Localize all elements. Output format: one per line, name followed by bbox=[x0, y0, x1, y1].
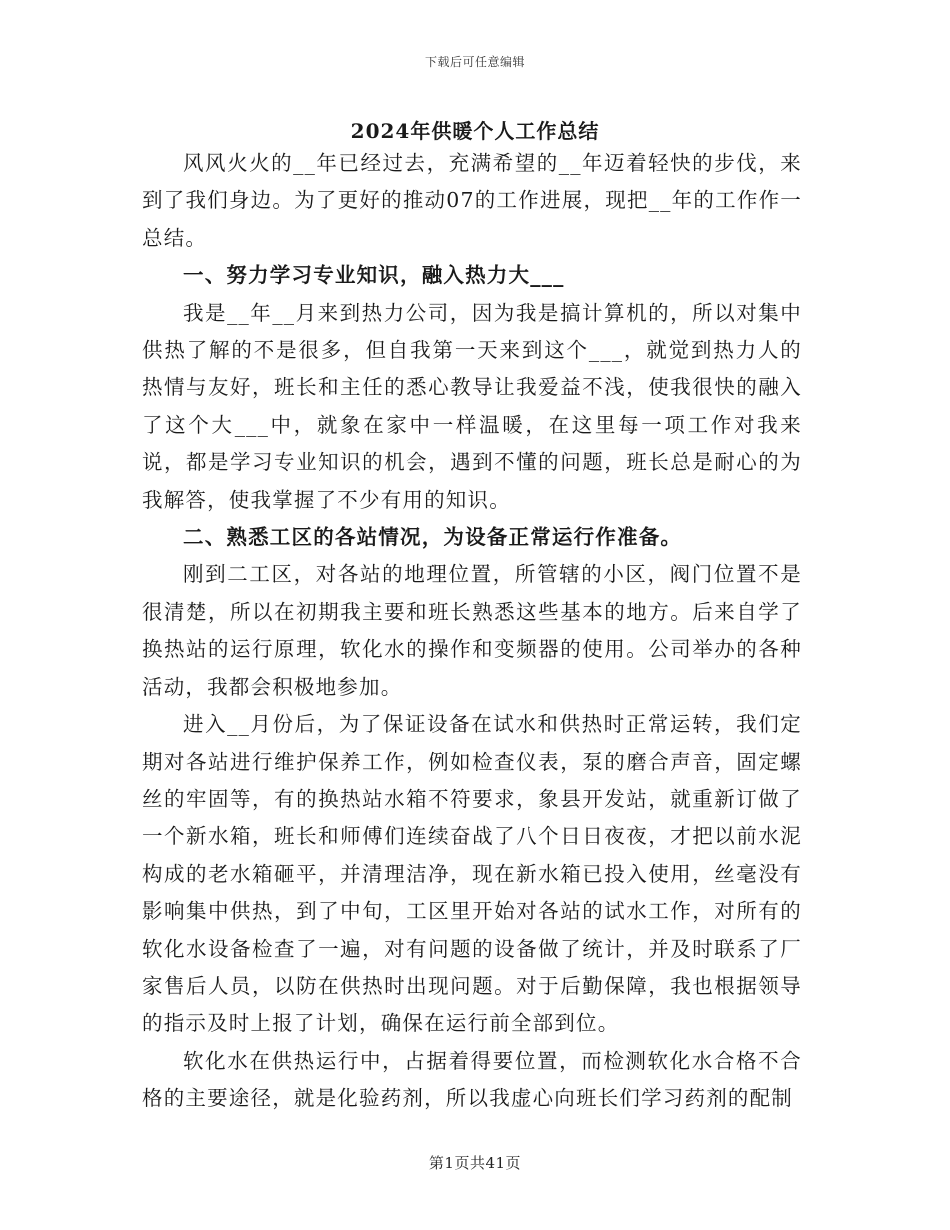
document-body bbox=[142, 145, 802, 1118]
section-heading-1: 一、努力学习专业知识，融入热力大___ bbox=[183, 263, 565, 288]
header-note: 下载后可任意编辑 bbox=[424, 55, 525, 69]
body-paragraph: 我是__年__月来到热力公司，因为我是搞计算机的，所以对集中供热了解的不是很多，但自我第一天来到这个___，就觉到热力人的热情与友好，班长和主任的悉心教导让我爱益不浅，使我很快的融入了这个大___中，就象在家中一样温暖，在这里每一项工作对我来说，都是学习专业知识的机会，遇到不懂的问题，班长总是耐心的为我解答，使我掌握了不少有用的知识。 bbox=[142, 300, 802, 512]
body-paragraph: 刚到二工区，对各站的地理位置，所管辖的小区，阀门位置不是很清楚，所以在初期我主要和班长熟悉这些基本的地方。后来自学了换热站的运行原理，软化水的操作和变频器的使用。公司举办的各种活动，我都会积极地参加。 bbox=[142, 562, 802, 699]
section-heading-2: 二、熟悉工区的各站情况，为设备正常运行作准备。 bbox=[183, 525, 683, 550]
body-paragraph: 进入__月份后，为了保证设备在试水和供热时正常运转，我们定期对各站进行维护保养工作，例如检查仪表，泵的磨合声音，固定螺丝的牢固等，有的换热站水箱不符要求，象县开发站，就重新订做了一个新水箱，班长和师傅们连续奋战了八个日日夜夜，才把以前水泥构成的老水箱砸平，并清理洁净，现在新水箱已投入使用，丝毫没有影响集中供热，到了中旬，工区里开始对各站的试水工作，对所有的软化水设备检查了一遍，对有问题的设备做了统计，并及时联系了厂家售后人员，以防在供热时出现问题。对于后勤保障，我也根据领导的指示及时上报了计划，确保在运行前全部到位。 bbox=[142, 712, 802, 1036]
document-title: 2024年供暖个人工作总结 bbox=[350, 119, 600, 143]
body-paragraph: 软化水在供热运行中，占据着得要位置，而检测软化水合格不合格的主要途径，就是化验药剂，所以我虚心向班长们学习药剂的配制 bbox=[142, 1048, 802, 1111]
page-number-footer: 第1页共41页 bbox=[428, 1154, 522, 1172]
intro-paragraph: 风风火火的__年已经过去，充满希望的__年迈着轻快的步伐，来到了我们身边。为了更好的推动07的工作进展，现把__年的工作作一总结。 bbox=[142, 151, 802, 250]
